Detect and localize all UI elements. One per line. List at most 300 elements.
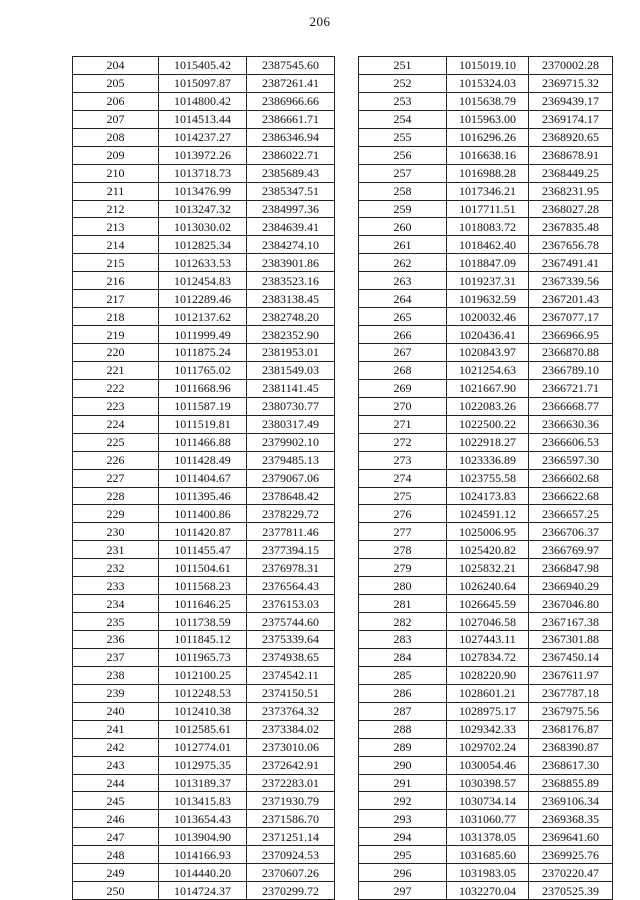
y-coordinate: 2385347.51 [247,182,335,200]
point-number: 262 [359,254,447,272]
table-row [359,487,613,505]
table-row [73,666,335,684]
x-coordinate: 1025420.82 [447,541,529,559]
x-coordinate: 1015324.03 [447,74,529,92]
table-row [359,702,613,720]
point-number: 241 [73,720,159,738]
x-coordinate: 1011999.49 [159,326,247,344]
y-coordinate: 2366847.98 [529,559,613,577]
x-coordinate: 1020032.46 [447,308,529,326]
x-coordinate: 1011519.81 [159,415,247,433]
x-coordinate: 1011455.47 [159,541,247,559]
x-coordinate: 1018847.09 [447,254,529,272]
point-number: 260 [359,218,447,236]
table-row [359,523,613,541]
point-number: 250 [73,882,159,900]
x-coordinate: 1011965.73 [159,648,247,666]
point-number: 225 [73,433,159,451]
table-row [359,57,613,75]
x-coordinate: 1017346.21 [447,182,529,200]
point-number: 256 [359,146,447,164]
x-coordinate: 1013189.37 [159,774,247,792]
y-coordinate: 2373764.32 [247,702,335,720]
point-number: 297 [359,882,447,900]
table-row [73,451,335,469]
y-coordinate: 2367491.41 [529,254,613,272]
x-coordinate: 1031983.05 [447,864,529,882]
table-row [359,218,613,236]
point-number: 218 [73,308,159,326]
y-coordinate: 2383523.16 [247,272,335,290]
y-coordinate: 2367077.17 [529,308,613,326]
x-coordinate: 1016296.26 [447,128,529,146]
y-coordinate: 2367656.78 [529,236,613,254]
x-coordinate: 1030734.14 [447,792,529,810]
table-row [359,505,613,523]
x-coordinate: 1013415.83 [159,792,247,810]
table-row [73,720,335,738]
point-number: 252 [359,74,447,92]
point-number: 243 [73,756,159,774]
y-coordinate: 2368617.30 [529,756,613,774]
table-row [73,828,335,846]
y-coordinate: 2376564.43 [247,577,335,595]
x-coordinate: 1024591.12 [447,505,529,523]
table-row [359,146,613,164]
point-number: 237 [73,648,159,666]
x-coordinate: 1014440.20 [159,864,247,882]
point-number: 239 [73,684,159,702]
table-row [359,469,613,487]
x-coordinate: 1014237.27 [159,128,247,146]
point-number: 295 [359,846,447,864]
table-row [359,200,613,218]
point-number: 286 [359,684,447,702]
table-row [359,110,613,128]
point-number: 278 [359,541,447,559]
table-row [73,379,335,397]
table-row [73,631,335,649]
x-coordinate: 1011646.25 [159,595,247,613]
y-coordinate: 2367787.18 [529,684,613,702]
point-number: 257 [359,164,447,182]
point-number: 209 [73,146,159,164]
y-coordinate: 2378648.42 [247,487,335,505]
y-coordinate: 2368449.25 [529,164,613,182]
x-coordinate: 1013654.43 [159,810,247,828]
table-row [73,182,335,200]
y-coordinate: 2369715.32 [529,74,613,92]
table-row [359,254,613,272]
x-coordinate: 1026240.64 [447,577,529,595]
y-coordinate: 2366657.25 [529,505,613,523]
x-coordinate: 1028975.17 [447,702,529,720]
x-coordinate: 1015019.10 [447,57,529,75]
y-coordinate: 2369368.35 [529,810,613,828]
point-number: 277 [359,523,447,541]
y-coordinate: 2366721.71 [529,379,613,397]
point-number: 263 [359,272,447,290]
point-number: 246 [73,810,159,828]
x-coordinate: 1014724.37 [159,882,247,900]
point-number: 238 [73,666,159,684]
table-row [73,774,335,792]
point-number: 264 [359,290,447,308]
y-coordinate: 2368027.28 [529,200,613,218]
point-number: 226 [73,451,159,469]
point-number: 267 [359,344,447,362]
x-coordinate: 1018083.72 [447,218,529,236]
y-coordinate: 2372642.91 [247,756,335,774]
x-coordinate: 1011765.02 [159,361,247,379]
x-coordinate: 1022083.26 [447,397,529,415]
table-row [73,505,335,523]
x-coordinate: 1016638.16 [447,146,529,164]
point-number: 275 [359,487,447,505]
table-row [73,326,335,344]
x-coordinate: 1022918.27 [447,433,529,451]
point-number: 280 [359,577,447,595]
page-number: 206 [309,14,331,29]
x-coordinate: 1015097.87 [159,74,247,92]
x-coordinate: 1029342.33 [447,720,529,738]
y-coordinate: 2375339.64 [247,631,335,649]
point-number: 249 [73,864,159,882]
x-coordinate: 1012633.53 [159,254,247,272]
table-row [359,559,613,577]
point-number: 296 [359,864,447,882]
y-coordinate: 2369641.60 [529,828,613,846]
point-number: 204 [73,57,159,75]
y-coordinate: 2366789.10 [529,361,613,379]
table-row [359,846,613,864]
point-number: 261 [359,236,447,254]
table-row [73,523,335,541]
table-row [359,182,613,200]
x-coordinate: 1011845.12 [159,631,247,649]
x-coordinate: 1029702.24 [447,738,529,756]
point-number: 205 [73,74,159,92]
table-row [359,128,613,146]
table-row [73,595,335,613]
y-coordinate: 2371251.14 [247,828,335,846]
y-coordinate: 2366668.77 [529,397,613,415]
y-coordinate: 2372283.01 [247,774,335,792]
y-coordinate: 2373384.02 [247,720,335,738]
x-coordinate: 1031378.05 [447,828,529,846]
table-row [73,254,335,272]
point-number: 206 [73,92,159,110]
y-coordinate: 2376978.31 [247,559,335,577]
table-row [73,469,335,487]
point-number: 232 [73,559,159,577]
y-coordinate: 2382748.20 [247,308,335,326]
x-coordinate: 1017711.51 [447,200,529,218]
x-coordinate: 1026645.59 [447,595,529,613]
y-coordinate: 2366606.53 [529,433,613,451]
table-row [73,361,335,379]
x-coordinate: 1011875.24 [159,344,247,362]
point-number: 207 [73,110,159,128]
point-number: 216 [73,272,159,290]
y-coordinate: 2367611.97 [529,666,613,684]
table-row [359,361,613,379]
x-coordinate: 1011420.87 [159,523,247,541]
x-coordinate: 1013030.02 [159,218,247,236]
x-coordinate: 1012975.35 [159,756,247,774]
table-row [73,864,335,882]
table-row [73,397,335,415]
table-row [73,200,335,218]
x-coordinate: 1030398.57 [447,774,529,792]
table-row [359,810,613,828]
table-row [359,326,613,344]
table-row [359,666,613,684]
table-row [73,756,335,774]
x-coordinate: 1028220.90 [447,666,529,684]
y-coordinate: 2380730.77 [247,397,335,415]
y-coordinate: 2387545.60 [247,57,335,75]
x-coordinate: 1020843.97 [447,344,529,362]
x-coordinate: 1012454.83 [159,272,247,290]
point-number: 282 [359,613,447,631]
x-coordinate: 1013904.90 [159,828,247,846]
point-number: 285 [359,666,447,684]
point-number: 290 [359,756,447,774]
point-number: 291 [359,774,447,792]
x-coordinate: 1012248.53 [159,684,247,702]
y-coordinate: 2368855.89 [529,774,613,792]
x-coordinate: 1012774.01 [159,738,247,756]
x-coordinate: 1011428.49 [159,451,247,469]
y-coordinate: 2385689.43 [247,164,335,182]
point-number: 215 [73,254,159,272]
point-number: 234 [73,595,159,613]
point-number: 222 [73,379,159,397]
table-row [359,613,613,631]
table-row [359,92,613,110]
table-row [359,164,613,182]
x-coordinate: 1012825.34 [159,236,247,254]
x-coordinate: 1032270.04 [447,882,529,900]
point-number: 242 [73,738,159,756]
table-row [359,272,613,290]
point-number: 273 [359,451,447,469]
table-row [73,128,335,146]
table-row [73,218,335,236]
point-number: 251 [359,57,447,75]
point-number: 287 [359,702,447,720]
y-coordinate: 2370002.28 [529,57,613,75]
y-coordinate: 2367201.43 [529,290,613,308]
point-number: 253 [359,92,447,110]
coordinates-table-right [358,56,613,900]
point-number: 259 [359,200,447,218]
x-coordinate: 1011668.96 [159,379,247,397]
point-number: 294 [359,828,447,846]
y-coordinate: 2370924.53 [247,846,335,864]
x-coordinate: 1023755.58 [447,469,529,487]
table-row [359,631,613,649]
x-coordinate: 1027046.58 [447,613,529,631]
table-row [73,684,335,702]
table-row [73,236,335,254]
y-coordinate: 2366940.29 [529,577,613,595]
x-coordinate: 1013718.73 [159,164,247,182]
point-number: 293 [359,810,447,828]
table-row [73,92,335,110]
x-coordinate: 1021254.63 [447,361,529,379]
y-coordinate: 2384274.10 [247,236,335,254]
y-coordinate: 2379485.13 [247,451,335,469]
x-coordinate: 1011568.23 [159,577,247,595]
y-coordinate: 2366630.36 [529,415,613,433]
point-number: 247 [73,828,159,846]
x-coordinate: 1020436.41 [447,326,529,344]
x-coordinate: 1015405.42 [159,57,247,75]
point-number: 255 [359,128,447,146]
point-number: 274 [359,469,447,487]
point-number: 240 [73,702,159,720]
table-row [73,810,335,828]
x-coordinate: 1016988.28 [447,164,529,182]
y-coordinate: 2386661.71 [247,110,335,128]
y-coordinate: 2381953.01 [247,344,335,362]
y-coordinate: 2366597.30 [529,451,613,469]
point-number: 230 [73,523,159,541]
table-row [359,308,613,326]
point-number: 228 [73,487,159,505]
y-coordinate: 2386346.94 [247,128,335,146]
y-coordinate: 2379902.10 [247,433,335,451]
point-number: 292 [359,792,447,810]
x-coordinate: 1021667.90 [447,379,529,397]
point-number: 224 [73,415,159,433]
point-number: 227 [73,469,159,487]
table-row [73,74,335,92]
table-row [359,864,613,882]
y-coordinate: 2375744.60 [247,613,335,631]
table-row [73,290,335,308]
x-coordinate: 1019237.31 [447,272,529,290]
point-number: 265 [359,308,447,326]
x-coordinate: 1012410.38 [159,702,247,720]
y-coordinate: 2381141.45 [247,379,335,397]
table-row [359,828,613,846]
table-row [73,487,335,505]
table-row [73,344,335,362]
table-row [73,433,335,451]
table-row [359,595,613,613]
x-coordinate: 1012585.61 [159,720,247,738]
y-coordinate: 2366706.37 [529,523,613,541]
table-row [359,433,613,451]
x-coordinate: 1012100.25 [159,666,247,684]
y-coordinate: 2374542.11 [247,666,335,684]
table-row [359,684,613,702]
y-coordinate: 2371586.70 [247,810,335,828]
table-row [73,648,335,666]
y-coordinate: 2366622.68 [529,487,613,505]
x-coordinate: 1014513.44 [159,110,247,128]
y-coordinate: 2386966.66 [247,92,335,110]
point-number: 210 [73,164,159,182]
y-coordinate: 2370299.72 [247,882,335,900]
table-row [73,613,335,631]
table-row [359,648,613,666]
x-coordinate: 1025006.95 [447,523,529,541]
y-coordinate: 2374938.65 [247,648,335,666]
x-coordinate: 1011587.19 [159,397,247,415]
y-coordinate: 2367301.88 [529,631,613,649]
y-coordinate: 2380317.49 [247,415,335,433]
point-number: 231 [73,541,159,559]
x-coordinate: 1011404.67 [159,469,247,487]
table-row [359,344,613,362]
coordinates-table-left [72,56,335,900]
table-row [359,577,613,595]
table-row [359,415,613,433]
table-row [73,702,335,720]
x-coordinate: 1011395.46 [159,487,247,505]
table-row [359,738,613,756]
y-coordinate: 2367046.80 [529,595,613,613]
y-coordinate: 2378229.72 [247,505,335,523]
point-number: 289 [359,738,447,756]
x-coordinate: 1027834.72 [447,648,529,666]
x-coordinate: 1019632.59 [447,290,529,308]
point-number: 212 [73,200,159,218]
point-number: 220 [73,344,159,362]
x-coordinate: 1027443.11 [447,631,529,649]
y-coordinate: 2382352.90 [247,326,335,344]
table-row [359,882,613,900]
table-row [73,541,335,559]
table-row [73,146,335,164]
point-number: 214 [73,236,159,254]
table-row [73,846,335,864]
point-number: 233 [73,577,159,595]
y-coordinate: 2386022.71 [247,146,335,164]
point-number: 288 [359,720,447,738]
point-number: 272 [359,433,447,451]
table-row [73,559,335,577]
table-row [359,379,613,397]
x-coordinate: 1024173.83 [447,487,529,505]
x-coordinate: 1030054.46 [447,756,529,774]
y-coordinate: 2384639.41 [247,218,335,236]
x-coordinate: 1025832.21 [447,559,529,577]
table-row [359,74,613,92]
y-coordinate: 2368231.95 [529,182,613,200]
x-coordinate: 1012137.62 [159,308,247,326]
y-coordinate: 2368176.87 [529,720,613,738]
y-coordinate: 2368390.87 [529,738,613,756]
point-number: 229 [73,505,159,523]
table-row [73,164,335,182]
point-number: 279 [359,559,447,577]
point-number: 235 [73,613,159,631]
x-coordinate: 1013972.26 [159,146,247,164]
table-row [73,577,335,595]
x-coordinate: 1015638.79 [447,92,529,110]
x-coordinate: 1015963.00 [447,110,529,128]
y-coordinate: 2366966.95 [529,326,613,344]
point-number: 270 [359,397,447,415]
y-coordinate: 2377394.15 [247,541,335,559]
point-number: 211 [73,182,159,200]
x-coordinate: 1013247.32 [159,200,247,218]
